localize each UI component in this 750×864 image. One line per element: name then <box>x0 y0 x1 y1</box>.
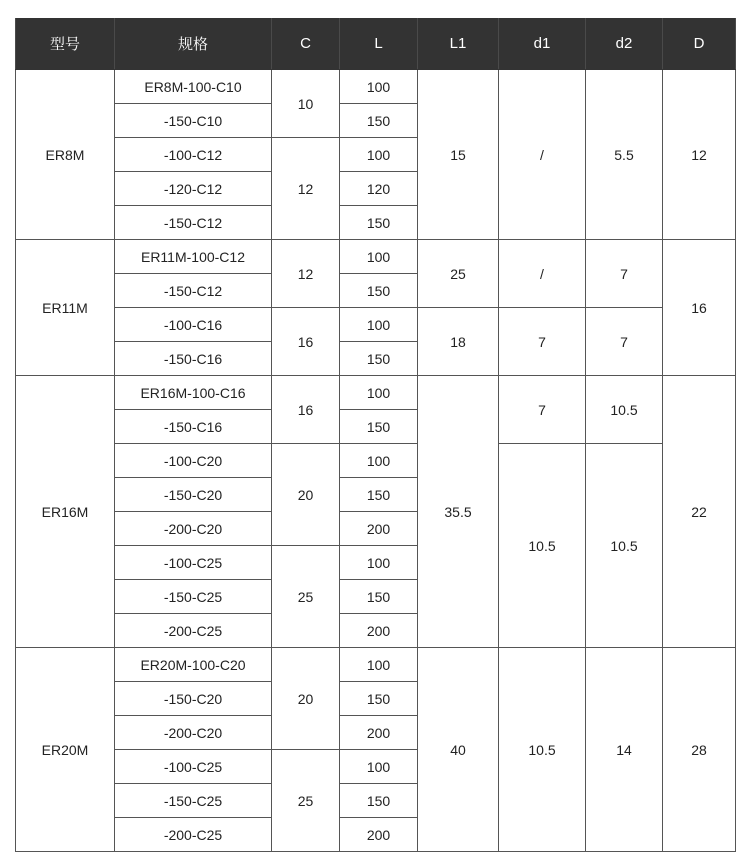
l-cell: 150 <box>340 342 418 376</box>
table-row <box>16 70 736 104</box>
table-row <box>16 648 736 682</box>
spec-cell: -200-C25 <box>115 818 272 852</box>
table-header <box>16 18 736 70</box>
l1-cell: 40 <box>418 648 499 852</box>
l-cell: 100 <box>340 376 418 410</box>
spec-cell: ER11M-100-C12 <box>115 240 272 274</box>
c-cell: 16 <box>272 376 340 444</box>
table-body <box>16 70 736 852</box>
l-cell: 200 <box>340 818 418 852</box>
d1-cell: / <box>499 240 586 308</box>
spec-cell: -150-C25 <box>115 580 272 614</box>
l1-cell: 18 <box>418 308 499 376</box>
l-cell: 150 <box>340 104 418 138</box>
d-cell: 22 <box>663 376 736 648</box>
spec-cell: -120-C12 <box>115 172 272 206</box>
d1-cell: 7 <box>499 308 586 376</box>
d1-cell: / <box>499 70 586 240</box>
spec-table <box>15 18 736 852</box>
d-cell: 16 <box>663 240 736 376</box>
l-cell: 150 <box>340 206 418 240</box>
spec-cell: -150-C25 <box>115 784 272 818</box>
l-cell: 200 <box>340 512 418 546</box>
spec-cell: -150-C10 <box>115 104 272 138</box>
d1-cell: 10.5 <box>499 648 586 852</box>
spec-cell: -200-C25 <box>115 614 272 648</box>
l-cell: 150 <box>340 580 418 614</box>
table-row <box>16 240 736 274</box>
spec-cell: -100-C25 <box>115 546 272 580</box>
spec-cell: -200-C20 <box>115 716 272 750</box>
d2-cell: 10.5 <box>586 444 663 648</box>
l-cell: 120 <box>340 172 418 206</box>
l-cell: 150 <box>340 274 418 308</box>
spec-cell: -100-C16 <box>115 308 272 342</box>
spec-cell: -200-C20 <box>115 512 272 546</box>
c-cell: 12 <box>272 240 340 308</box>
header-l: L <box>340 18 418 70</box>
c-cell: 25 <box>272 546 340 648</box>
l-cell: 150 <box>340 410 418 444</box>
spec-cell: -150-C20 <box>115 478 272 512</box>
spec-cell: -100-C12 <box>115 138 272 172</box>
header-d2: d2 <box>586 18 663 70</box>
d2-cell: 7 <box>586 308 663 376</box>
d-cell: 12 <box>663 70 736 240</box>
c-cell: 20 <box>272 648 340 750</box>
l-cell: 200 <box>340 614 418 648</box>
d1-cell: 10.5 <box>499 444 586 648</box>
l1-cell: 35.5 <box>418 376 499 648</box>
spec-table-container <box>15 18 736 852</box>
l-cell: 100 <box>340 138 418 172</box>
header-c: C <box>272 18 340 70</box>
model-cell: ER16M <box>16 376 115 648</box>
model-cell: ER11M <box>16 240 115 376</box>
table-row <box>16 376 736 410</box>
spec-cell: -150-C20 <box>115 682 272 716</box>
d-cell: 28 <box>663 648 736 852</box>
header-d: D <box>663 18 736 70</box>
table-row <box>16 444 736 478</box>
header-d1: d1 <box>499 18 586 70</box>
spec-cell: ER20M-100-C20 <box>115 648 272 682</box>
l-cell: 150 <box>340 784 418 818</box>
l-cell: 150 <box>340 682 418 716</box>
l-cell: 100 <box>340 444 418 478</box>
d2-cell: 5.5 <box>586 70 663 240</box>
header-row <box>16 18 736 70</box>
l-cell: 100 <box>340 750 418 784</box>
d2-cell: 10.5 <box>586 376 663 444</box>
spec-cell: -150-C16 <box>115 342 272 376</box>
l-cell: 100 <box>340 240 418 274</box>
l-cell: 100 <box>340 648 418 682</box>
l1-cell: 15 <box>418 70 499 240</box>
l-cell: 100 <box>340 70 418 104</box>
c-cell: 25 <box>272 750 340 852</box>
l-cell: 150 <box>340 478 418 512</box>
c-cell: 12 <box>272 138 340 240</box>
model-cell: ER8M <box>16 70 115 240</box>
d2-cell: 14 <box>586 648 663 852</box>
header-l1: L1 <box>418 18 499 70</box>
d2-cell: 7 <box>586 240 663 308</box>
header-spec: 规格 <box>115 18 272 70</box>
l-cell: 200 <box>340 716 418 750</box>
spec-cell: -150-C16 <box>115 410 272 444</box>
c-cell: 16 <box>272 308 340 376</box>
c-cell: 10 <box>272 70 340 138</box>
l-cell: 100 <box>340 546 418 580</box>
spec-cell: -150-C12 <box>115 206 272 240</box>
c-cell: 20 <box>272 444 340 546</box>
l-cell: 100 <box>340 308 418 342</box>
d1-cell: 7 <box>499 376 586 444</box>
l1-cell: 25 <box>418 240 499 308</box>
header-model: 型号 <box>16 18 115 70</box>
spec-cell: -100-C25 <box>115 750 272 784</box>
spec-cell: ER16M-100-C16 <box>115 376 272 410</box>
spec-cell: ER8M-100-C10 <box>115 70 272 104</box>
table-row <box>16 308 736 342</box>
spec-cell: -150-C12 <box>115 274 272 308</box>
model-cell: ER20M <box>16 648 115 852</box>
spec-cell: -100-C20 <box>115 444 272 478</box>
